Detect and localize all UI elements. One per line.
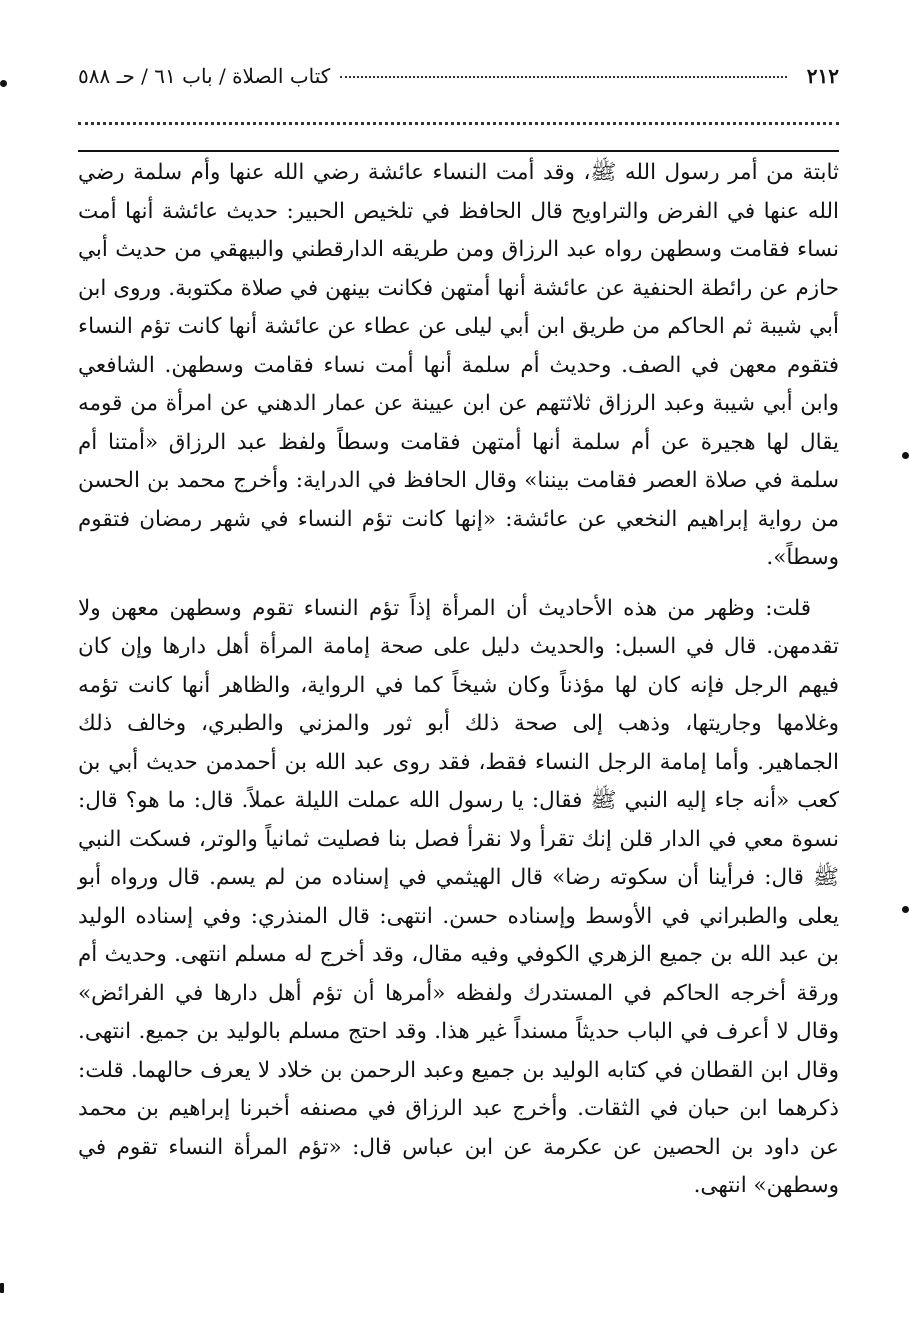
margin-mark-left-bottom — [0, 1283, 4, 1293]
running-header — [78, 60, 839, 92]
margin-mark-left-top — [0, 80, 7, 87]
header-rule — [78, 150, 839, 152]
paragraph-2: قلت: وظهر من هذه الأحاديث أن المرأة إذاً تؤم النساء تقوم وسطهن معهن ولا تقدمهن. قال في السبل: والحديث دليل على صحة إمامة المرأة أهل دارها وإن كان فيهم الرجل فإنه كان لها مؤذناً وكان شيخاً كما في الرواية، والظاهر أنها كانت تؤمه وغلامها وجاريتها، وذهب إلى صحة ذلك أبو ثور والمزني والطبري، وخالف ذلك الجماهير. وأما إمامة الرجل النساء فقط، فقد روى عبد الله بن أحمدمن حديث أبي بن كعب «أنه جاء إليه النبي ﷺ فقال: يا رسول الله عملت الليلة عملاً. قال: ما هو؟ قال: نسوة معي في الدار قلن إنك تقرأ ولا نقرأ فصل بنا فصليت ثمانياً والوتر، فسكت النبي ﷺ قال: فرأينا أن سكوته رضا» قال الهيثمي في إسناده من لم يسم. قال ورواه أبو يعلى والطبراني في الأوسط وإسناده حسن. انتهى: قال المنذري: وفي إسناده الوليد بن عبد الله بن جميع الزهري الكوفي وفيه مقال، وقد أخرج له مسلم انتهى. وحديث أم ورقة أخرجه الحاكم في المستدرك ولفظه «أمرها أن تؤم أهل دارها في الفرائض» وقال لا أعرف في الباب حديثاً مسنداً غير هذا. وقد احتج مسلم بالوليد بن جميع. انتهى. وقال ابن القطان في كتابه الوليد بن جميع وعبد الرحمن بن خلاد لا يعرف حالهما. قلت: ذكرهما ابن حبان في الثقات. وأخرج عبد الرزاق في مصنفه أخبرنا إبراهيم بن محمد عن داود بن الحصين عن عكرمة عن ابن عباس قال: «تؤم المرأة النساء تقوم في وسطهن» انتهى. — [78, 595, 839, 1198]
margin-mark-right-upper — [902, 452, 909, 459]
header-leader-dots — [340, 75, 786, 78]
paragraph-1: ثابتة من أمر رسول الله ﷺ، وقد أمت النساء عائشة رضي الله عنها وأم سلمة رضي الله عنها في الفرض والتراويح قال الحافظ في تلخيص الحبير: حديث عائشة أنها أمت نساء فقامت وسطهن رواه عبد الرزاق ومن طريقه الدارقطني والبيهقي من حديث أبي حازم عن رائطة الحنفية عن عائشة أنها أمتهن فكانت بينهن في صلاة مكتوبة. وروى ابن أبي شيبة ثم الحاكم من طريق ابن أبي ليلى عن عطاء عن عائشة أنها كانت تؤم النساء فتقوم معهن في الصف. وحديث أم سلمة أنها أمت نساء فقامت وسطهن. الشافعي وابن أبي شيبة وعبد الرزاق ثلاثتهم عن ابن عيينة عن عمار الدهني عن امرأة من قومه يقال لها هجيرة عن أم سلمة أنها أمتهن فقامت وسطاً ولفظ عبد الرزاق «أمتنا أم سلمة في صلاة العصر فقامت بيننا» وقال الحافظ في الدراية: وأخرج محمد بن الحسن من رواية إبراهيم النخعي عن عائشة: «إنها كانت تؤم النساء في شهر رمضان فتقوم وسطاً». — [78, 160, 839, 570]
margin-mark-right-lower — [902, 906, 909, 913]
dotted-separator — [78, 122, 839, 125]
page-body — [78, 154, 839, 1206]
page-number: ٢١٢ — [806, 64, 839, 88]
header-title: كتاب الصلاة / باب ٦١ / حـ ٥٨٨ — [78, 64, 331, 88]
book-page — [78, 60, 839, 1302]
